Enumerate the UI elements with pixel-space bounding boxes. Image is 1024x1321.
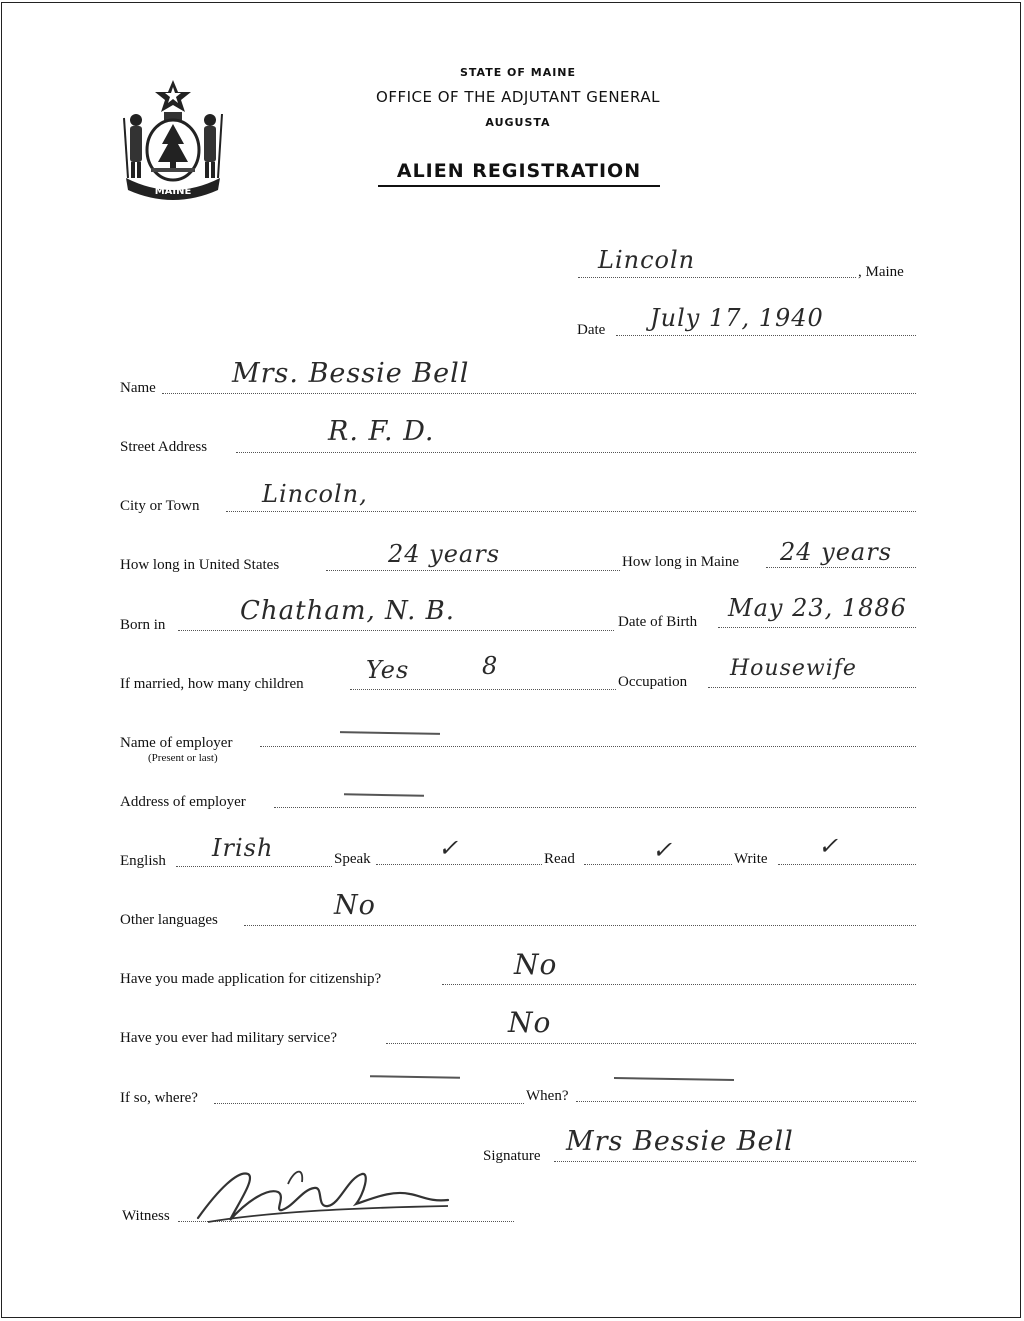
maine-long-value: 24 years xyxy=(780,538,893,566)
english-line xyxy=(176,865,332,867)
street-label: Street Address xyxy=(120,439,208,455)
write-check: ✓ xyxy=(818,832,840,860)
employer-line xyxy=(260,745,916,747)
where-label: If so, where? xyxy=(120,1090,198,1106)
read-check: ✓ xyxy=(652,836,674,864)
write-line xyxy=(778,863,916,865)
born-label: Born in xyxy=(120,617,166,633)
signature-label: Signature xyxy=(483,1148,541,1164)
maine-long-label: How long in Maine xyxy=(622,554,740,570)
where-line xyxy=(214,1102,524,1104)
other-lang-line xyxy=(244,924,916,926)
occupation-label: Occupation xyxy=(618,674,688,690)
married-label: If married, how many children xyxy=(120,676,304,692)
born-value: Chatham, N. B. xyxy=(240,596,456,626)
citizenship-value: No xyxy=(514,948,558,981)
seal-text: MAINE xyxy=(154,186,192,197)
dob-value: May 23, 1886 xyxy=(728,594,907,622)
street-line xyxy=(236,451,916,453)
date-value: July 17, 1940 xyxy=(650,304,824,332)
employer-addr-line xyxy=(274,806,916,808)
witness-signature-icon xyxy=(178,1160,458,1230)
maine-long-line xyxy=(766,566,916,568)
dob-line xyxy=(718,626,916,628)
speak-line xyxy=(376,863,542,865)
other-lang-label: Other languages xyxy=(120,912,218,928)
married-value: Yes xyxy=(366,656,410,684)
born-line xyxy=(178,629,614,631)
dob-label: Date of Birth xyxy=(618,614,698,630)
signature-value: Mrs Bessie Bell xyxy=(566,1126,794,1157)
header-city: AUGUSTA xyxy=(485,116,551,129)
header-state: STATE OF MAINE xyxy=(459,66,577,79)
when-line xyxy=(576,1100,916,1102)
street-value: R. F. D. xyxy=(328,416,435,447)
city-value: Lincoln, xyxy=(262,480,368,508)
write-label: Write xyxy=(734,851,768,867)
occupation-line xyxy=(708,686,916,688)
employer-label: Name of employer xyxy=(120,735,233,751)
english-value: Irish xyxy=(212,834,274,862)
citizenship-label: Have you made application for citizenship? xyxy=(120,971,382,987)
military-value: No xyxy=(508,1006,552,1039)
town-line xyxy=(578,276,856,278)
us-value: 24 years xyxy=(388,540,501,568)
read-label: Read xyxy=(544,851,575,867)
when-label: When? xyxy=(526,1088,569,1104)
signature-line xyxy=(554,1160,916,1162)
city-label: City or Town xyxy=(120,498,200,514)
name-value: Mrs. Bessie Bell xyxy=(232,358,470,389)
speak-label: Speak xyxy=(334,851,371,867)
name-line xyxy=(162,392,916,394)
citizenship-line xyxy=(442,983,916,985)
married-line xyxy=(350,688,616,690)
military-line xyxy=(386,1042,916,1044)
date-line xyxy=(616,334,916,336)
occupation-value: Housewife xyxy=(730,656,857,681)
english-label: English xyxy=(120,853,166,869)
us-label: How long in United States xyxy=(120,557,280,573)
children-value: 8 xyxy=(482,652,499,680)
maine-seal-icon xyxy=(118,78,228,200)
name-label: Name xyxy=(120,380,156,396)
town-value: Lincoln xyxy=(598,246,696,274)
witness-label: Witness xyxy=(122,1208,170,1224)
us-line xyxy=(326,569,620,571)
speak-check: ✓ xyxy=(438,834,460,862)
header-office: OFFICE OF THE ADJUTANT GENERAL xyxy=(376,88,660,106)
form-title: ALIEN REGISTRATION xyxy=(378,160,660,187)
maine-label: , Maine xyxy=(858,264,904,280)
military-label: Have you ever had military service? xyxy=(120,1030,337,1046)
employer-addr-label: Address of employer xyxy=(120,794,246,810)
city-line xyxy=(226,510,916,512)
employer-sub-label: (Present or last) xyxy=(148,752,218,764)
other-lang-value: No xyxy=(334,890,376,921)
date-label: Date xyxy=(577,322,606,338)
